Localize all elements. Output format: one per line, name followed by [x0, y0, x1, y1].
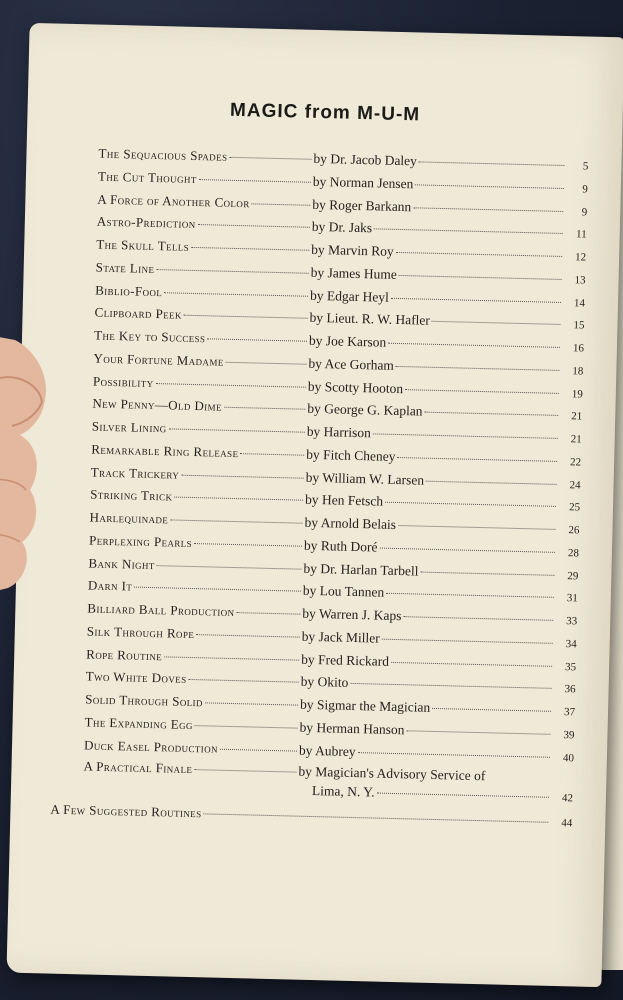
entry-title: Possibility: [92, 373, 154, 390]
leader-dots: [195, 725, 298, 729]
entry-author: by Okito: [300, 673, 349, 691]
leader-dots: [169, 428, 305, 432]
entry-author: by James Hume: [310, 264, 398, 282]
leader-dots: [373, 433, 558, 439]
leader-dots: [377, 793, 549, 798]
page-title: MAGIC from M-U-M: [229, 99, 421, 126]
leader-dots: [170, 519, 302, 523]
entry-title: A Practical Finale: [83, 758, 193, 777]
entry-page-number: 33: [566, 615, 578, 628]
table-of-contents: [50, 143, 589, 831]
entry-author: by Fred Rickard: [301, 651, 390, 669]
book-page: [6, 23, 623, 987]
entry-page-number: 14: [573, 296, 586, 310]
entry-author-continued: Lima, N. Y.: [311, 783, 375, 800]
entry-author: by Roger Barkann: [312, 196, 412, 214]
entry-title: Silk Through Rope: [86, 623, 195, 641]
entry-title: Darn It: [87, 577, 133, 594]
leader-dots: [405, 389, 559, 394]
leader-dots: [420, 571, 554, 575]
leader-dots: [382, 638, 553, 643]
leader-dots: [413, 207, 563, 212]
entry-author: by William W. Larsen: [305, 469, 425, 488]
entry-page-number: 13: [574, 274, 586, 287]
entry-author: by Ace Gorham: [308, 355, 395, 373]
entry-author: by Lou Tannen: [302, 582, 385, 600]
leader-dots: [164, 292, 308, 297]
entry-title: Two White Doves: [85, 668, 187, 687]
entry-author: by Fitch Cheney: [306, 446, 396, 464]
entry-page-number: 24: [569, 478, 581, 491]
entry-author: by Lieut. R. W. Hafler: [309, 310, 431, 328]
leader-dots: [196, 634, 300, 638]
entry-author: by Ruth Doré: [303, 537, 378, 555]
entry-title: The Expanding Egg: [84, 714, 194, 732]
leader-dots: [432, 708, 551, 712]
entry-page-number: 39: [563, 728, 575, 742]
entry-title: State Line: [95, 259, 155, 276]
entry-author: by Herman Hanson: [299, 719, 405, 737]
leader-dots: [374, 229, 563, 235]
leader-dots: [396, 366, 559, 371]
leader-dots: [226, 362, 307, 365]
entry-page-number: 22: [569, 455, 582, 469]
leader-dots: [406, 730, 550, 735]
leader-dots: [379, 547, 554, 552]
entry-title: The Cut Thought: [97, 168, 197, 186]
entry-author: by Magician's Advisory Service of: [298, 763, 486, 784]
leader-dots: [194, 769, 296, 772]
leader-dots: [174, 497, 303, 501]
entry-page-number: 29: [567, 569, 579, 582]
entry-author: by Warren J. Kaps: [302, 605, 402, 624]
entry-page-number: 37: [563, 706, 576, 719]
leader-dots: [156, 383, 306, 388]
leader-dots: [403, 616, 553, 621]
leader-dots: [419, 161, 564, 166]
leader-dots: [391, 297, 561, 302]
entry-page-number: 34: [565, 637, 577, 651]
leader-dots: [189, 679, 299, 683]
entry-author: by Dr. Harlan Tarbell: [303, 560, 419, 579]
leader-dots: [397, 457, 557, 462]
leader-dots: [391, 661, 552, 666]
leader-dots: [252, 203, 311, 205]
entry-title: Perplexing Pearls: [88, 532, 193, 550]
entry-title: Biblio-Fool: [95, 282, 163, 299]
leader-dots: [229, 157, 311, 160]
leader-dots: [426, 480, 557, 484]
leader-dots: [184, 315, 308, 319]
entry-title: New Penny—Old Dime: [92, 395, 223, 414]
leader-dots: [181, 474, 303, 478]
entry-author: by Dr. Jacob Daley: [313, 150, 418, 169]
entry-title: Harlequinade: [89, 509, 169, 527]
entry-page-number: 15: [573, 319, 585, 332]
leader-dots: [207, 338, 307, 341]
entry-title: Track Trickery: [90, 464, 180, 482]
entry-title: A Force of Another Color: [97, 191, 250, 210]
entry-author: by Aubrey: [298, 742, 356, 759]
holding-hand: [0, 330, 90, 610]
leader-dots: [399, 275, 562, 280]
entry-page-number: 9: [582, 183, 588, 196]
entry-page-number: 31: [566, 592, 578, 605]
leader-dots: [164, 656, 299, 660]
entry-page-number: 44: [561, 817, 573, 830]
entry-author: by Norman Jensen: [312, 173, 414, 192]
entry-page-number: 21: [571, 410, 583, 423]
leader-dots: [236, 612, 300, 615]
leader-dots: [350, 683, 551, 689]
entry-page-number: 42: [561, 792, 574, 805]
entry-title: Remarkable Ring Release: [91, 441, 239, 460]
leader-dots: [224, 407, 305, 410]
entry-title: Billiard Ball Production: [87, 600, 235, 620]
entry-title: The Sequacious Spades: [98, 145, 228, 164]
entry-page-number: 16: [572, 342, 585, 355]
entry-page-number: 40: [562, 751, 575, 764]
entry-author: by Harrison: [306, 423, 372, 441]
entry-page-number: 19: [571, 387, 583, 400]
leader-dots: [425, 412, 559, 416]
entry-title: Silver Lining: [91, 418, 167, 436]
leader-dots: [220, 748, 297, 751]
leader-dots: [396, 252, 562, 257]
entry-page-number: 12: [574, 251, 587, 264]
entry-page-number: 26: [568, 524, 580, 537]
entry-title: Astro-Prediction: [96, 213, 196, 232]
entry-page-number: 28: [567, 546, 580, 560]
leader-dots: [432, 321, 561, 325]
entry-author: by Marvin Roy: [311, 241, 394, 259]
leader-dots: [398, 525, 555, 530]
leader-dots: [240, 453, 304, 456]
entry-author: by Scotty Hooton: [307, 378, 404, 396]
leader-dots: [156, 269, 308, 274]
leader-dots: [388, 343, 560, 348]
entry-title: Bank Night: [88, 554, 156, 572]
leader-dots: [385, 502, 556, 507]
leader-dots: [134, 587, 301, 592]
entry-page-number: 36: [564, 683, 576, 696]
leader-dots: [157, 565, 302, 570]
entry-author: by Joe Karson: [308, 332, 387, 350]
entry-author: by Arnold Belais: [304, 514, 397, 532]
entry-author: by Hen Fetsch: [304, 491, 384, 509]
entry-title: Striking Trick: [90, 486, 173, 504]
leader-dots: [198, 224, 310, 228]
entry-page-number: 5: [582, 160, 589, 173]
entry-page-number: 35: [564, 660, 577, 673]
entry-page-number: 21: [570, 433, 582, 446]
entry-title: Solid Through Solid: [85, 691, 204, 710]
leader-dots: [358, 752, 550, 758]
entry-author: by Jack Miller: [301, 628, 380, 646]
leader-dots: [199, 179, 311, 183]
entry-title: Rope Routine: [86, 645, 163, 663]
entry-page-number: 11: [575, 228, 587, 241]
entry-author: by Dr. Jaks: [311, 219, 373, 236]
entry-page-number: 18: [572, 364, 584, 378]
leader-dots: [386, 593, 554, 598]
entry-title: Duck Easel Production: [83, 736, 219, 756]
entry-page-number: 9: [581, 205, 588, 219]
entry-author: by Edgar Heyl: [309, 287, 390, 305]
entry-author: by Sigmar the Magician: [299, 696, 431, 715]
leader-dots: [191, 247, 309, 251]
leader-dots: [194, 543, 302, 547]
entry-title: Clipboard Peek: [94, 304, 183, 322]
entry-title: The Skull Tells: [96, 236, 190, 254]
entry-author: by George G. Kaplan: [307, 401, 423, 419]
leader-dots: [205, 702, 298, 705]
entry-title: The Key to Success: [93, 327, 206, 346]
entry-title: Your Fortune Madame: [93, 350, 224, 369]
leader-dots: [415, 184, 563, 189]
entry-title: A Few Suggested Routines: [50, 801, 202, 821]
leader-dots: [204, 814, 549, 823]
entry-page-number: 25: [568, 501, 581, 514]
